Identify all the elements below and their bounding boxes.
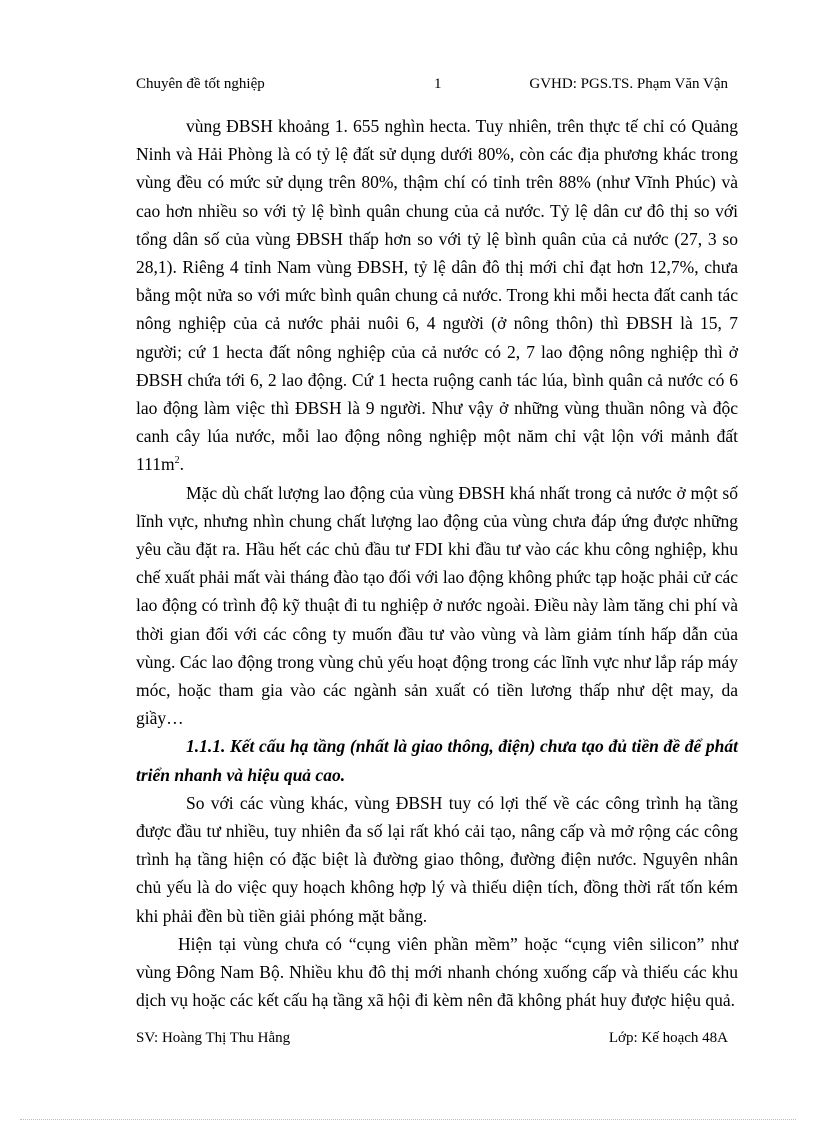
page-footer xyxy=(136,1030,728,1050)
page-break-divider xyxy=(20,1119,796,1120)
page-header xyxy=(136,76,728,96)
footer-class: Lớp: Kế hoạch 48A xyxy=(608,1030,728,1046)
paragraph-end: . xyxy=(179,454,184,475)
header-title: Chuyên đề tốt nghiệp xyxy=(136,76,265,92)
paragraph-infrastructure: So với các vùng khác, vùng ĐBSH tuy có lợi thế về các công trình hạ tầng được đầu tư nhiều, tuy nhiên đa số lại rất khó cải tạo, nâng cấp và mở rộng các công trình hạ tầng hiện có đặc biệt là đường giao thông, đường điện nước. Nguyên nhân chủ yếu là do việc quy hoạch không hợp lý và thiếu diện tích, đồng thời rất tốn kém khi phải đền bù tiền giải phóng mặt bằng. xyxy=(136,792,738,926)
paragraph-land-population xyxy=(136,112,738,479)
header-advisor: GVHD: PGS.TS. Phạm Văn Vận xyxy=(529,76,728,92)
footer-student: SV: Hoàng Thị Thu Hằng xyxy=(136,1030,291,1046)
paragraph-software-park: Hiện tại vùng chưa có “cụng viên phần mềm” hoặc “cụng viên silicon” như vùng Đông Nam Bộ. Nhiều khu đô thị mới nhanh chóng xuống cấp và thiếu các khu dịch vụ hoặc các kết cấu hạ tầng xã hội đi kèm nên đã không phát huy được hiệu quả. xyxy=(136,933,738,1011)
superscript: 2 xyxy=(174,455,180,467)
section-heading: 1.1.1. Kết cấu hạ tầng (nhất là giao thông, điện) chưa tạo đủ tiền đề để phát triển nhanh và hiệu quả cao. xyxy=(136,736,738,785)
document-body xyxy=(136,112,738,1015)
paragraph-labor-quality: Mặc dù chất lượng lao động của vùng ĐBSH khá nhất trong cả nước ở một số lĩnh vực, nhưng nhìn chung chất lượng lao động của vùng chưa đáp ứng được những yêu cầu đặt ra. Hầu hết các chủ đầu tư FDI khi đầu tư vào các khu công nghiệp, khu chế xuất phải mất vài tháng đào tạo đối với lao động không phức tạp hoặc phải cử các lao động có trình độ kỹ thuật đi tu nghiệp ở nước ngoài. Điều này làm tăng chi phí và thời gian đối với các công ty muốn đầu tư vào vùng và làm giảm tính hấp dẫn của vùng. Các lao động trong vùng chủ yếu hoạt động trong các lĩnh vực như lắp ráp máy móc, hoặc tham gia vào các ngành sản xuất có tiền lương thấp như dệt may, da giầy… xyxy=(136,482,738,729)
paragraph-text: vùng ĐBSH khoảng 1. 655 nghìn hecta. Tuy nhiên, trên thực tế chỉ có Quảng Ninh và Hải Phòng là có tỷ lệ đất sử dụng dưới 80%, còn các địa phương khác trong vùng đều có mức sử dụng trên 80%, thậm chí có tỉnh trên 88% (như Vĩnh Phúc) và cao hơn nhiều so với tỷ lệ bình quân chung của cả nước. Tỷ lệ dân cư đô thị so với tổng dân số của vùng ĐBSH thấp hơn so với tỷ lệ bình quân của cả nước (27, 3 so 28,1). Riêng 4 tỉnh Nam vùng ĐBSH, tỷ lệ dân đô thị mới chỉ đạt hơn 12,7%, chưa bằng một nửa so với mức bình quân chung cả nước. Trong khi mỗi hecta đất canh tác nông nghiệp của cả nước phải nuôi 6, 4 người (ở nông thôn) thì ĐBSH là 15, 7 người; cứ 1 hecta đất nông nghiệp của cả nước có 2, 7 lao động nông nghiệp thì ở ĐBSH chứa tới 6, 2 lao động. Cứ 1 hecta ruộng canh tác lúa, bình quân cả nước có 6 lao động làm việc thì ĐBSH là 9 người. Như vậy ở những vùng thuần nông và độc canh cây lúa nước, mỗi lao động nông nghiệp một năm chỉ vật lộn với mảnh đất 111m xyxy=(136,116,738,475)
page-number: 1 xyxy=(434,76,442,92)
